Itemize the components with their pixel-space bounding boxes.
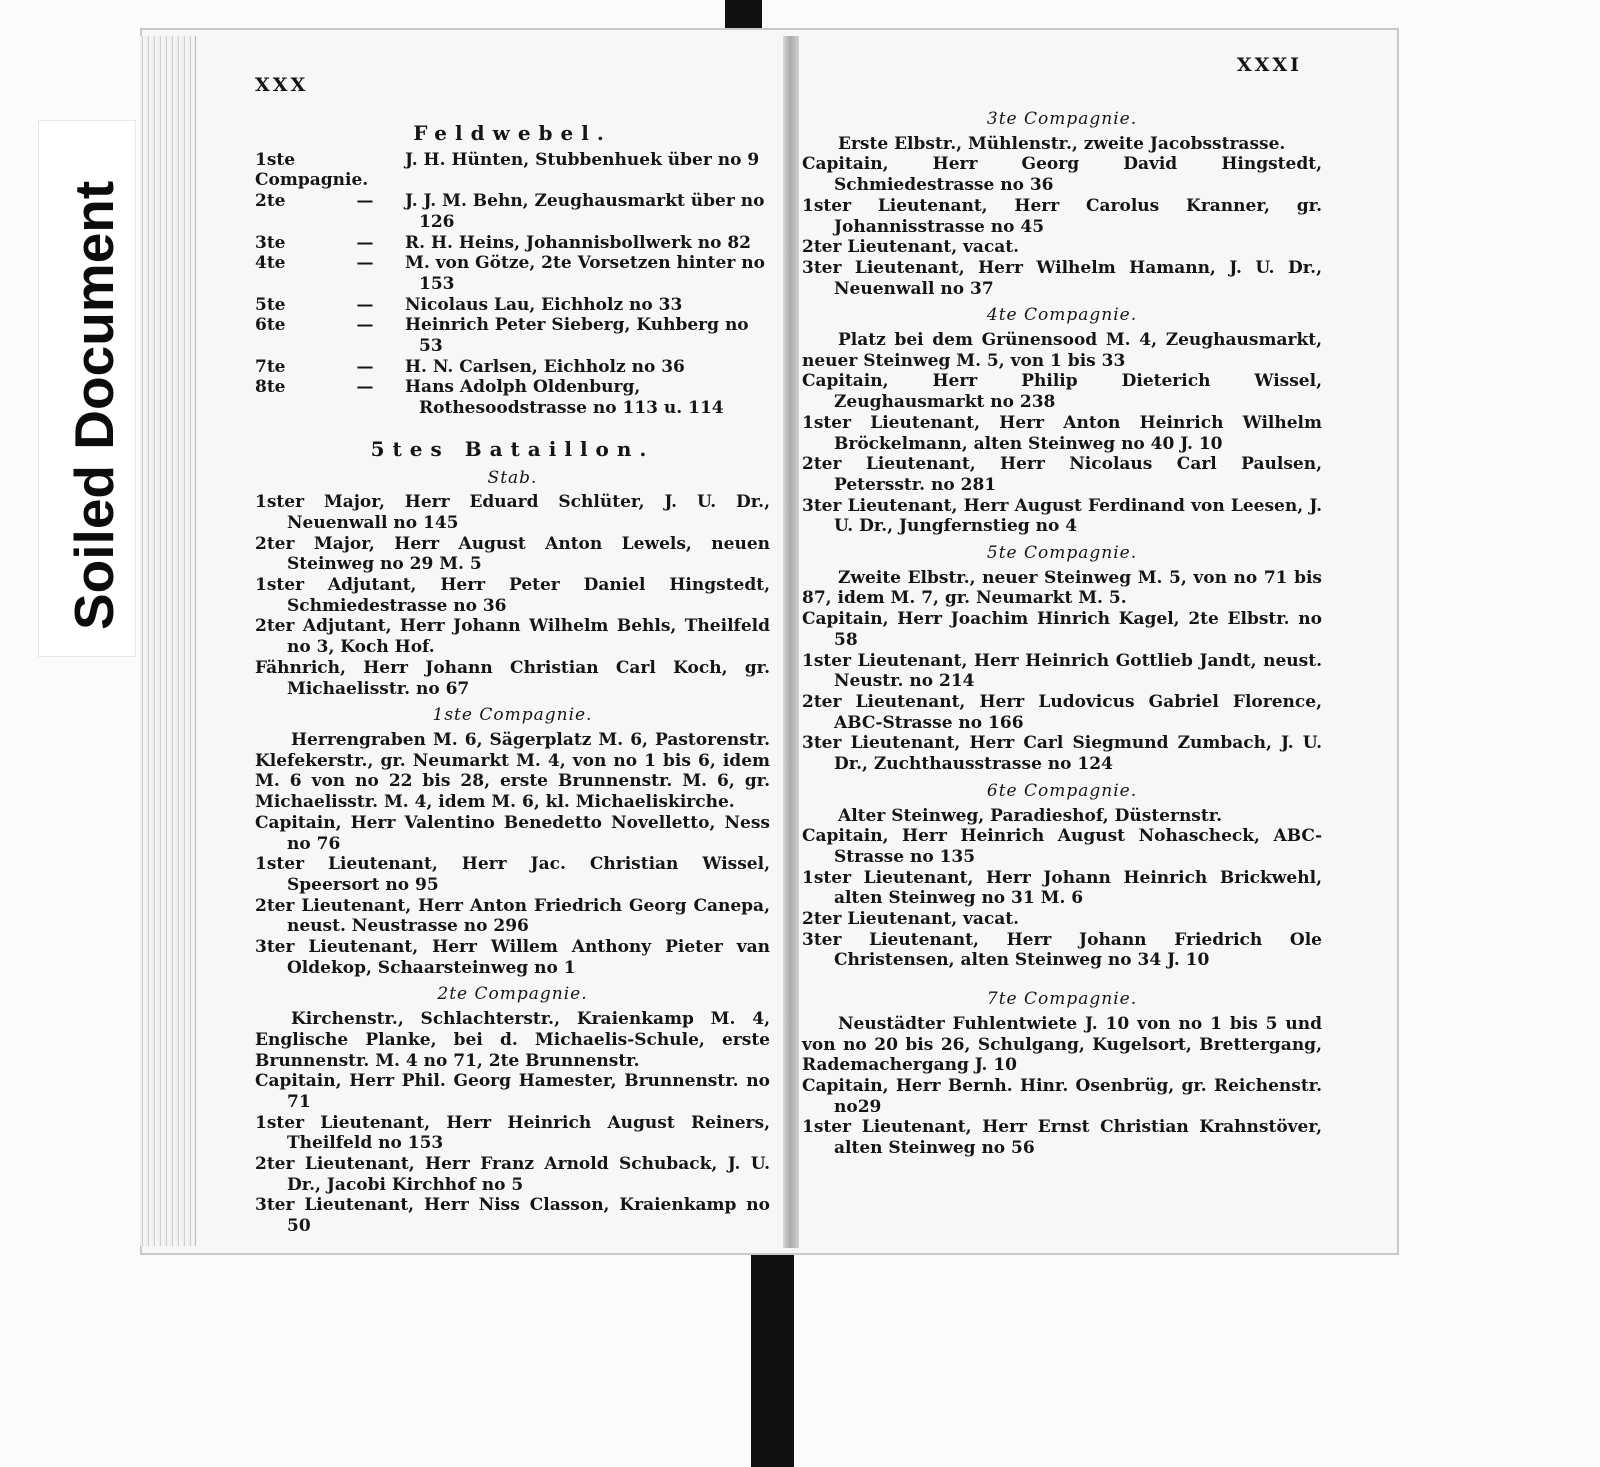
roster-entry: 3ter Lieutenant, Herr Carl Siegmund Zumbach, J. U. Dr., Zuchthausstrasse no 124 — [802, 733, 1322, 775]
feldwebel-row — [255, 377, 770, 418]
roster-entry: 2ter Lieutenant, Herr Franz Arnold Schuback, J. U. Dr., Jacobi Kirchhof no 5 — [255, 1154, 770, 1195]
district-paragraph: Kirchenstr., Schlachterstr., Kraienkamp M. 4, Englische Planke, bei d. Michaelis-Schule, erste Brunnenstr. M. 4 no 71, 2te Brunnenstr. — [255, 1009, 770, 1071]
roster-entry: 2ter Lieutenant, Herr Ludovicus Gabriel Florence, ABC-Strasse no 166 — [802, 691, 1322, 733]
stab-heading: Stab. — [487, 467, 538, 488]
binding-strap-bottom — [751, 1232, 794, 1467]
roster-entry: 2ter Lieutenant, vacat. — [802, 237, 1020, 258]
roster-entry: 1ster Lieutenant, Herr Heinrich August Reiners, Theilfeld no 153 — [255, 1112, 770, 1154]
roster-entry: 3ter Lieutenant, Herr Willem Anthony Pieter van Oldekop, Schaarsteinweg no 1 — [255, 937, 770, 978]
roster-entry: 1ster Lieutenant, Herr Anton Heinrich Wilhelm Bröckelmann, alten Steinweg no 40 J. 10 — [802, 412, 1322, 454]
feldwebel-name: R. H. Heins, Johannisbollwerk no 82 — [405, 232, 751, 253]
feldwebel-row — [255, 233, 770, 254]
company-label: 4te — [255, 253, 286, 274]
feldwebel-row — [255, 315, 770, 356]
left-page — [255, 75, 770, 1237]
ditto-dash: — — [356, 315, 374, 336]
feldwebel-row — [255, 295, 770, 316]
soiled-document-watermark: Soiled Document — [63, 180, 125, 630]
roster-entry: Capitain, Herr Philip Dieterich Wissel, Zeughausmarkt no 238 — [802, 371, 1322, 413]
page-number: XXXI — [1236, 54, 1302, 76]
district-paragraph: Erste Elbstr., Mühlenstr., zweite Jacobsstrasse. — [838, 133, 1286, 154]
page-number: XXX — [255, 74, 309, 96]
company-label: 3te — [255, 232, 286, 253]
feldwebel-name: J. H. Hünten, Stubbenhuek über no 9 — [405, 149, 760, 170]
roster-entry: 3ter Lieutenant, Herr Johann Friedrich Ole Christensen, alten Steinweg no 34 J. 10 — [802, 929, 1322, 971]
compagnie-heading: 3te Compagnie. — [986, 109, 1138, 129]
feldwebel-name: Heinrich Peter Sieberg, Kuhberg no 53 — [405, 315, 749, 357]
roster-entry: Capitain, Herr Georg David Hingstedt, Schmiedestrasse no 36 — [802, 154, 1322, 196]
ditto-dash: — — [356, 294, 374, 315]
compagnie-heading: 7te Compagnie. — [986, 989, 1138, 1010]
feldwebel-row — [255, 357, 770, 378]
company-label: 2te — [255, 191, 286, 212]
roster-entry: 1ster Adjutant, Herr Peter Daniel Hingstedt, Schmiedestrasse no 36 — [255, 575, 770, 616]
roster-entry: 3ter Lieutenant, Herr Niss Classon, Kraienkamp no 50 — [255, 1195, 770, 1237]
roster-entry: Capitain, Herr Bernh. Hinr. Osenbrüg, gr. Reichenstr. no29 — [802, 1075, 1322, 1117]
roster-entry: 1ster Major, Herr Eduard Schlüter, J. U. Dr., Neuenwall no 145 — [255, 492, 770, 533]
roster-entry: 1ster Lieutenant, Herr Heinrich Gottlieb Jandt, neust. Neustr. no 214 — [802, 650, 1322, 692]
district-paragraph: Alter Steinweg, Paradieshof, Düsternstr. — [838, 805, 1223, 826]
roster-entry: 1ster Lieutenant, Herr Johann Heinrich Brickwehl, alten Steinweg no 31 M. 6 — [802, 867, 1322, 909]
company-label: 5te — [255, 294, 286, 315]
roster-entry: 2ter Lieutenant, Herr Anton Friedrich Georg Canepa, neust. Neustrasse no 296 — [255, 895, 770, 937]
ditto-dash: — — [356, 191, 374, 212]
roster-entry: 1ster Lieutenant, Herr Jac. Christian Wissel, Speersort no 95 — [255, 854, 770, 895]
roster-entry: 1ster Lieutenant, Herr Ernst Christian Krahnstöver, alten Steinweg no 56 — [802, 1117, 1322, 1159]
compagnie-heading: 5te Compagnie. — [986, 543, 1138, 564]
compagnie-heading: 1ste Compagnie. — [432, 705, 593, 726]
district-paragraph: Neustädter Fuhlentwiete J. 10 von no 1 bis 5 und von no 20 bis 26, Schulgang, Kugelsort, Brettergang, Rademachergang J. 10 — [802, 1013, 1322, 1076]
roster-entry: Capitain, Herr Heinrich August Nohascheck, ABC-Strasse no 135 — [802, 826, 1322, 867]
district-paragraph: Platz bei dem Grünensood M. 4, Zeughausmarkt, neuer Steinweg M. 5, von 1 bis 33 — [802, 330, 1322, 371]
feldwebel-row — [255, 150, 770, 191]
feldwebel-name: H. N. Carlsen, Eichholz no 36 — [405, 356, 685, 377]
page-edges — [140, 36, 196, 1246]
feldwebel-name: M. von Götze, 2te Vorsetzen hinter no 153 — [405, 253, 765, 294]
roster-entry: Capitain, Herr Valentino Benedetto Novelletto, Ness no 76 — [255, 812, 770, 854]
roster-entry: 3ter Lieutenant, Herr Wilhelm Hamann, J. U. Dr., Neuenwall no 37 — [802, 257, 1322, 299]
ditto-dash: — — [356, 253, 374, 274]
company-label: 6te — [255, 315, 286, 336]
feldwebel-heading: Feldwebel. — [413, 121, 612, 145]
company-label: 7te — [255, 356, 286, 377]
feldwebel-name: Hans Adolph Oldenburg, Rothesoodstrasse no 113 u. 114 — [405, 377, 724, 419]
feldwebel-row — [255, 253, 770, 294]
roster-entry: 2ter Major, Herr August Anton Lewels, neuen Steinweg no 29 M. 5 — [255, 533, 770, 575]
compagnie-heading: 6te Compagnie. — [986, 780, 1138, 801]
roster-entry: 1ster Lieutenant, Herr Carolus Kranner, gr. Johannisstrasse no 45 — [802, 195, 1322, 237]
roster-entry: 2ter Lieutenant, Herr Nicolaus Carl Paulsen, Petersstr. no 281 — [802, 454, 1322, 495]
company-label: 8te — [255, 377, 286, 398]
company-label: 1ste Compagnie. — [255, 149, 369, 191]
roster-entry: Capitain, Herr Phil. Georg Hamester, Brunnenstr. no 71 — [255, 1071, 770, 1112]
ditto-dash: — — [356, 377, 374, 398]
ditto-dash: — — [356, 356, 374, 377]
feldwebel-row — [255, 191, 770, 232]
compagnie-heading: 2te Compagnie. — [437, 984, 588, 1005]
ditto-dash: — — [356, 232, 374, 253]
bataillon-heading: 5tes Bataillon. — [370, 436, 655, 461]
right-page — [802, 55, 1322, 1159]
roster-entry: Fähnrich, Herr Johann Christian Carl Koch, gr. Michaelisstr. no 67 — [255, 657, 770, 699]
compagnie-heading: 4te Compagnie. — [986, 305, 1138, 326]
roster-entry: 2ter Adjutant, Herr Johann Wilhelm Behls, Theilfeld no 3, Koch Hof. — [255, 616, 770, 658]
roster-entry: 3ter Lieutenant, Herr August Ferdinand von Leesen, J. U. Dr., Jungfernstieg no 4 — [802, 495, 1322, 537]
roster-entry: 2ter Lieutenant, vacat. — [802, 909, 1020, 930]
book-gutter — [783, 36, 799, 1248]
district-paragraph: Zweite Elbstr., neuer Steinweg M. 5, von no 71 bis 87, idem M. 7, gr. Neumarkt M. 5. — [802, 567, 1322, 609]
feldwebel-table — [255, 150, 770, 419]
district-paragraph: Herrengraben M. 6, Sägerplatz M. 6, Pastorenstr. Klefekerstr., gr. Neumarkt M. 4, von no 1 bis 6, idem M. 6 von no 22 bis 28, erste Brunnenstr. M. 6, gr. Michaelisstr. M. 4, idem M. 6, kl. Michaeliskirche. — [255, 729, 770, 813]
feldwebel-name: J. J. M. Behn, Zeughausmarkt über no 126 — [405, 191, 765, 232]
roster-entry: Capitain, Herr Joachim Hinrich Kagel, 2te Elbstr. no 58 — [802, 609, 1322, 650]
feldwebel-name: Nicolaus Lau, Eichholz no 33 — [405, 294, 683, 315]
